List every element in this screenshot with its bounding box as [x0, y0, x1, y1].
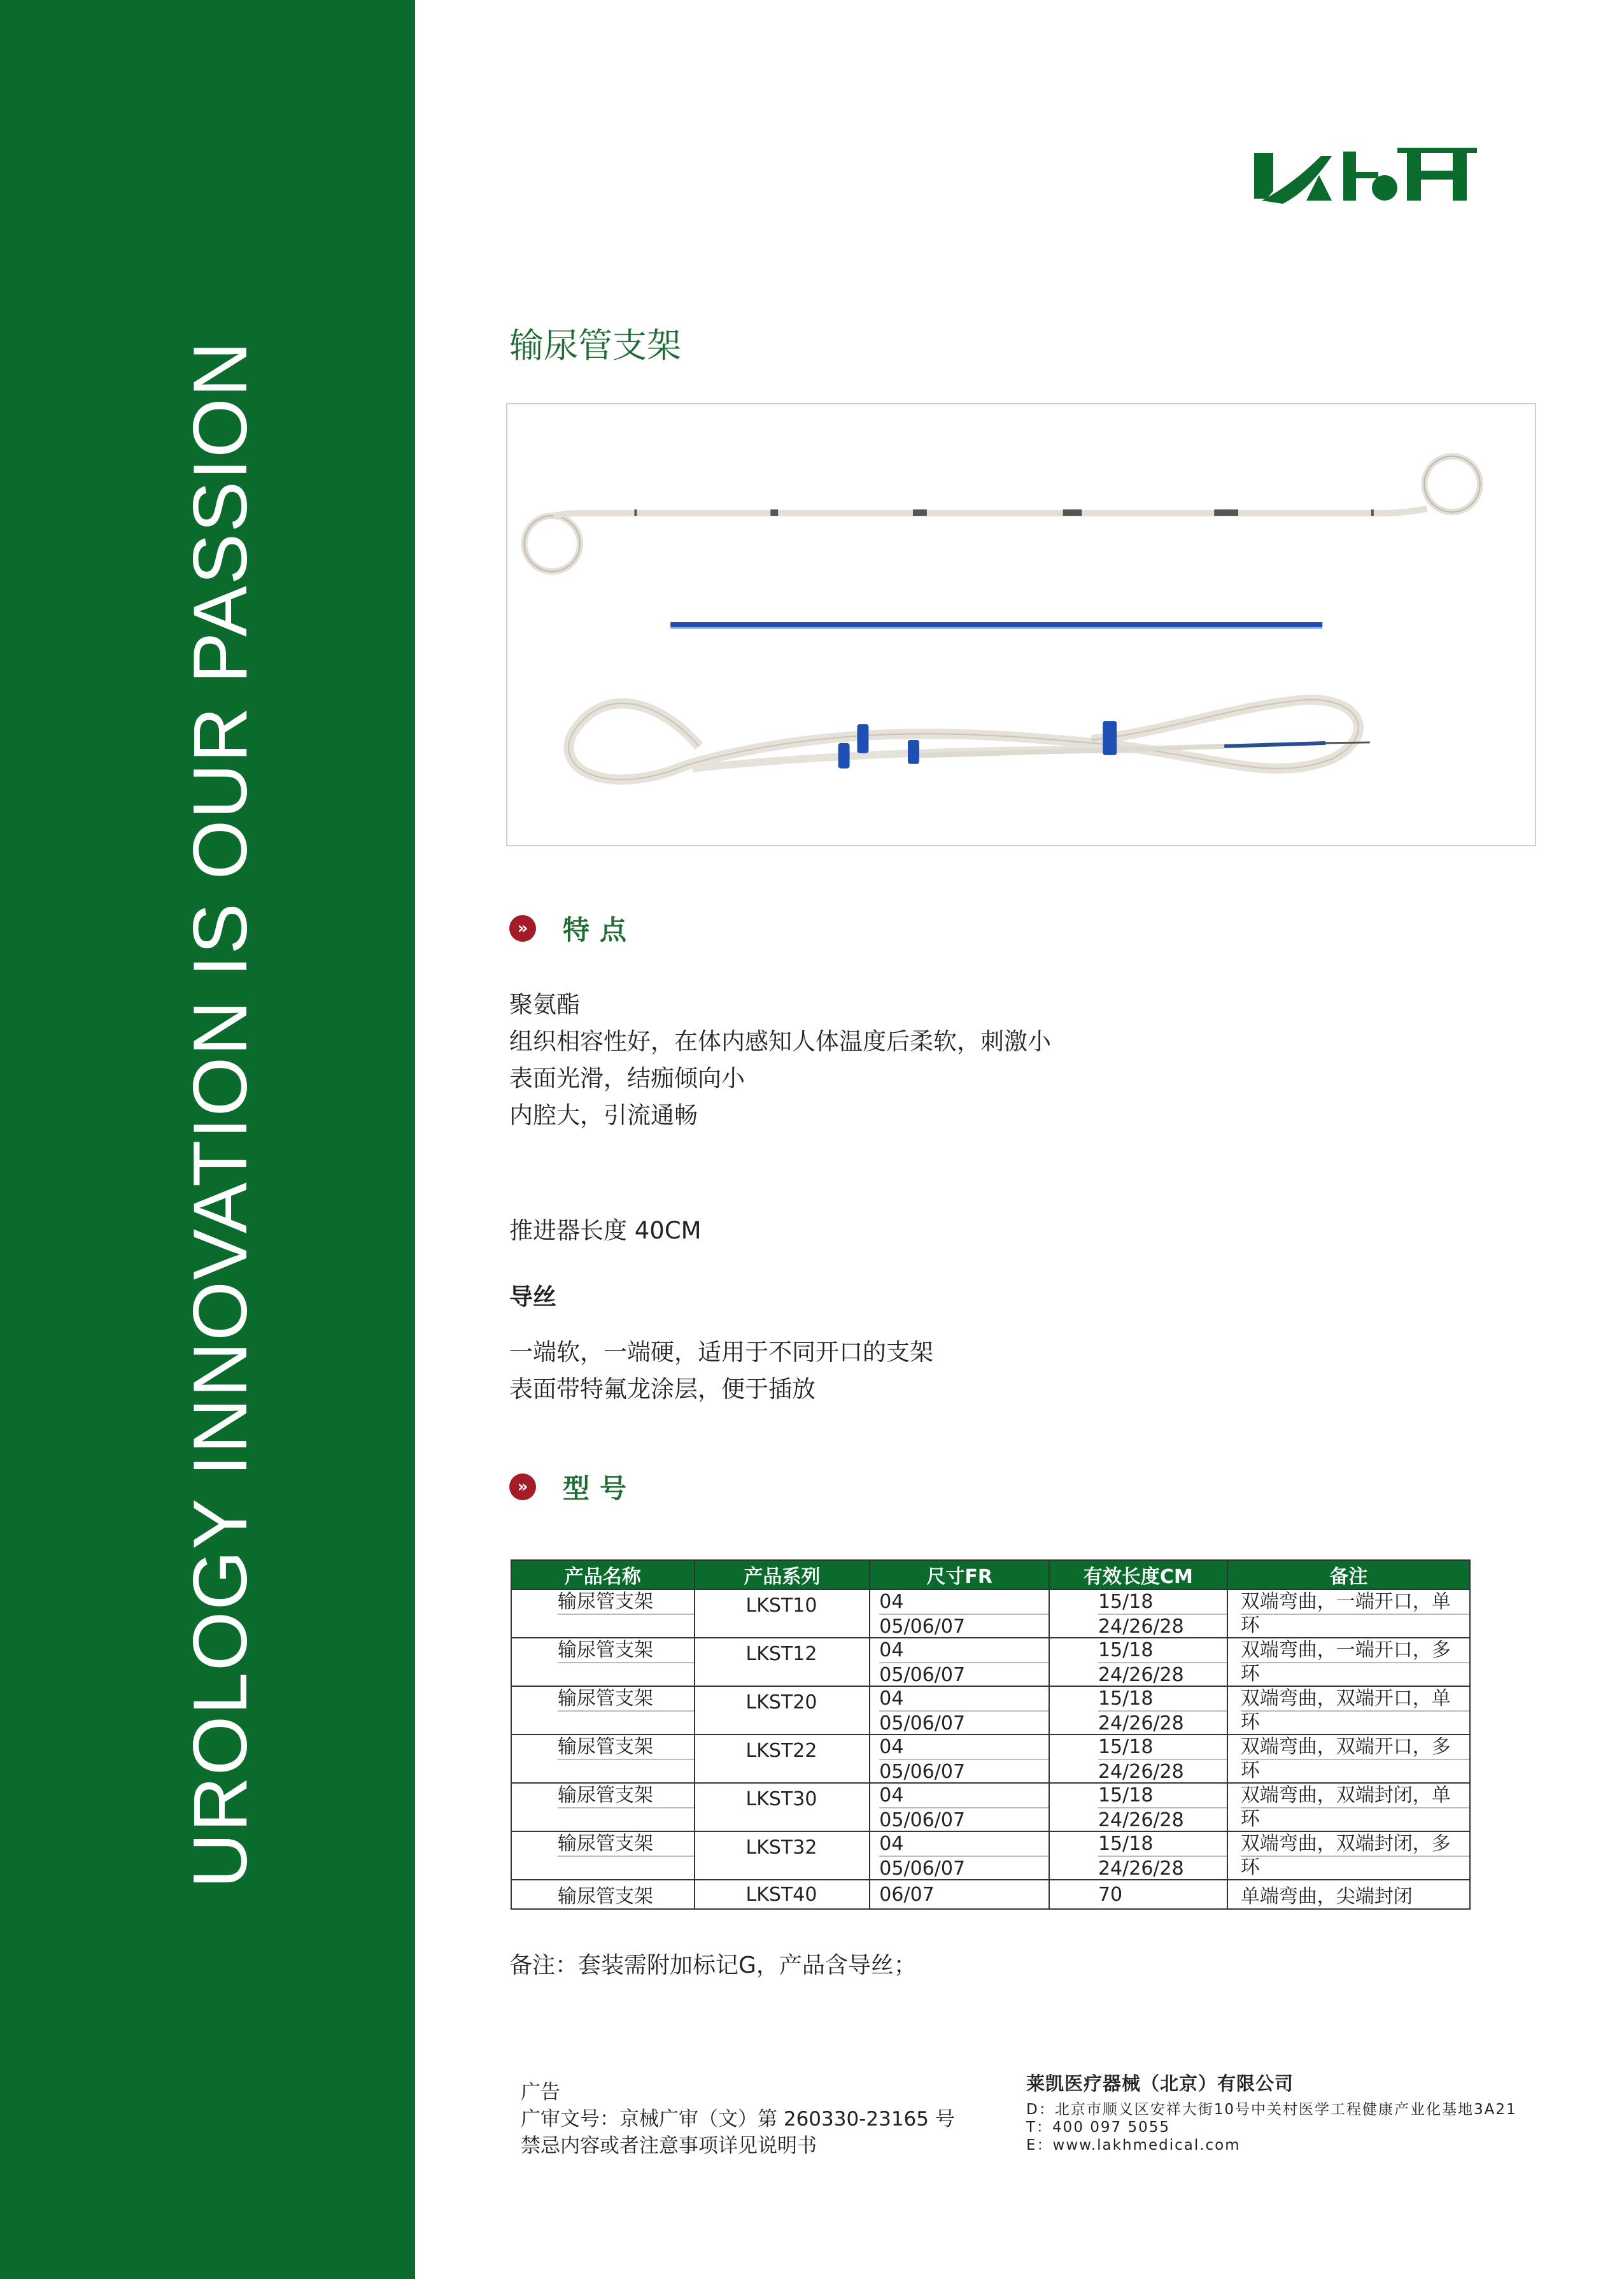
table-header-row	[511, 1560, 1470, 1589]
cell-length: 15/18	[1098, 1736, 1154, 1758]
cell-name: 输尿管支架	[558, 1687, 653, 1710]
company-website: E：www.lakhmedical.com	[1026, 2137, 1241, 2154]
table-row	[511, 1686, 1470, 1735]
cell-note: 双端弯曲，双端开口，单环	[1240, 1687, 1451, 1733]
cell-length: 24/26/28	[1098, 1856, 1227, 1880]
cell-note: 双端弯曲，一端开口，多环	[1240, 1639, 1451, 1685]
cell-length: 15/18	[1098, 1639, 1154, 1661]
column-header: 有效长度CM	[1049, 1560, 1227, 1589]
cell-name: 输尿管支架	[558, 1591, 653, 1613]
cell-fr: 04	[879, 1833, 904, 1855]
cell-length: 24/26/28	[1098, 1759, 1227, 1784]
table-row	[511, 1831, 1470, 1880]
stent-illustration	[507, 404, 1535, 845]
column-header: 备注	[1227, 1560, 1470, 1589]
product-title: 输尿管支架	[509, 325, 681, 366]
cell-length: 24/26/28	[1098, 1614, 1227, 1638]
cell-fr: 04	[879, 1639, 904, 1661]
cell-fr: 04	[879, 1687, 904, 1710]
feature-line: 表面光滑，结痂倾向小	[509, 1065, 745, 1092]
cell-length: 70	[1049, 1880, 1227, 1909]
table-footnote: 备注：套装需附加标记G，产品含导丝；	[509, 1952, 917, 1978]
model-table	[511, 1559, 1471, 1910]
cell-series: LKST40	[695, 1880, 870, 1909]
cell-length: 24/26/28	[1098, 1662, 1227, 1687]
guidewire-line: 表面带特氟龙涂层，便于插放	[509, 1375, 816, 1403]
sidebar	[0, 0, 415, 2279]
cell-length: 24/26/28	[1098, 1807, 1227, 1832]
company-phone: T：400 097 5055	[1026, 2119, 1171, 2136]
cell-name: 输尿管支架	[558, 1833, 653, 1855]
table-row	[511, 1735, 1470, 1783]
cell-length: 24/26/28	[1098, 1710, 1227, 1735]
cell-note: 单端弯曲，尖端封闭	[1227, 1880, 1470, 1909]
cell-length: 15/18	[1098, 1687, 1154, 1710]
company-name: 莱凯医疗器械（北京）有限公司	[1026, 2073, 1294, 2094]
cell-fr: 05/06/07	[879, 1614, 1049, 1638]
feature-line: 组织相容性好，在体内感知人体温度后柔软，刺激小	[509, 1028, 1051, 1055]
chevron-double-right-icon: »	[509, 1473, 536, 1500]
cell-length: 15/18	[1098, 1833, 1154, 1855]
feature-line: 聚氨酯	[509, 991, 580, 1018]
ad-warning: 禁忌内容或者注意事项详见说明书	[521, 2134, 817, 2157]
cell-note: 双端弯曲，双端封闭，多环	[1240, 1833, 1451, 1878]
cell-name: 输尿管支架	[558, 1639, 653, 1661]
cell-fr: 04	[879, 1591, 904, 1613]
table-row	[511, 1880, 1470, 1909]
guidewire-line: 一端软，一端硬，适用于不同开口的支架	[509, 1338, 933, 1366]
column-header: 尺寸FR	[870, 1560, 1049, 1589]
cell-name: 输尿管支架	[558, 1784, 653, 1807]
table-row	[511, 1783, 1470, 1831]
cell-length: 15/18	[1098, 1784, 1154, 1807]
company-address: D：北京市顺义区安祥大街10号中关村医学工程健康产业化基地3A21	[1026, 2101, 1517, 2118]
features-heading-text: 特点	[563, 914, 637, 946]
cell-series: LKST20	[745, 1691, 817, 1714]
ad-label: 广告	[521, 2081, 560, 2104]
cell-fr: 05/06/07	[879, 1759, 1049, 1784]
cell-length: 15/18	[1098, 1591, 1154, 1613]
cell-fr: 04	[879, 1784, 904, 1807]
feature-line: 内腔大，引流通畅	[509, 1102, 698, 1129]
cell-fr: 06/07	[870, 1880, 1049, 1909]
cell-series: LKST22	[745, 1740, 817, 1762]
pusher-length: 推进器长度 40CM	[509, 1217, 702, 1244]
product-image	[506, 403, 1536, 846]
brand-logo	[1248, 140, 1477, 217]
features-heading	[509, 909, 637, 948]
chevron-double-right-icon: »	[509, 915, 536, 942]
cell-fr: 05/06/07	[879, 1710, 1049, 1735]
cell-series: LKST10	[745, 1594, 817, 1617]
cell-series: LKST12	[745, 1643, 817, 1665]
guidewire-heading: 导丝	[509, 1283, 556, 1310]
table-row	[511, 1638, 1470, 1686]
cell-fr: 05/06/07	[879, 1662, 1049, 1687]
models-heading	[509, 1468, 637, 1506]
models-heading-text: 型号	[563, 1473, 637, 1504]
cell-fr: 04	[879, 1736, 904, 1758]
ad-approval: 广审文号：京械广审（文）第 260330-23165 号	[521, 2108, 955, 2131]
cell-series: LKST30	[745, 1788, 817, 1810]
cell-series: LKST32	[745, 1836, 817, 1859]
cell-note: 双端弯曲，一端开口，单环	[1240, 1591, 1451, 1636]
column-header: 产品系列	[695, 1560, 870, 1589]
sidebar-slogan: UROLOGY INNOVATION IS OUR PASSION	[178, 340, 263, 1889]
cell-name: 输尿管支架	[511, 1880, 695, 1909]
cell-note: 双端弯曲，双端封闭，单环	[1240, 1784, 1451, 1830]
column-header: 产品名称	[511, 1560, 695, 1589]
cell-note: 双端弯曲，双端开口，多环	[1240, 1736, 1451, 1782]
cell-fr: 05/06/07	[879, 1856, 1049, 1880]
table-row	[511, 1589, 1470, 1638]
cell-fr: 05/06/07	[879, 1807, 1049, 1832]
cell-name: 输尿管支架	[558, 1736, 653, 1758]
